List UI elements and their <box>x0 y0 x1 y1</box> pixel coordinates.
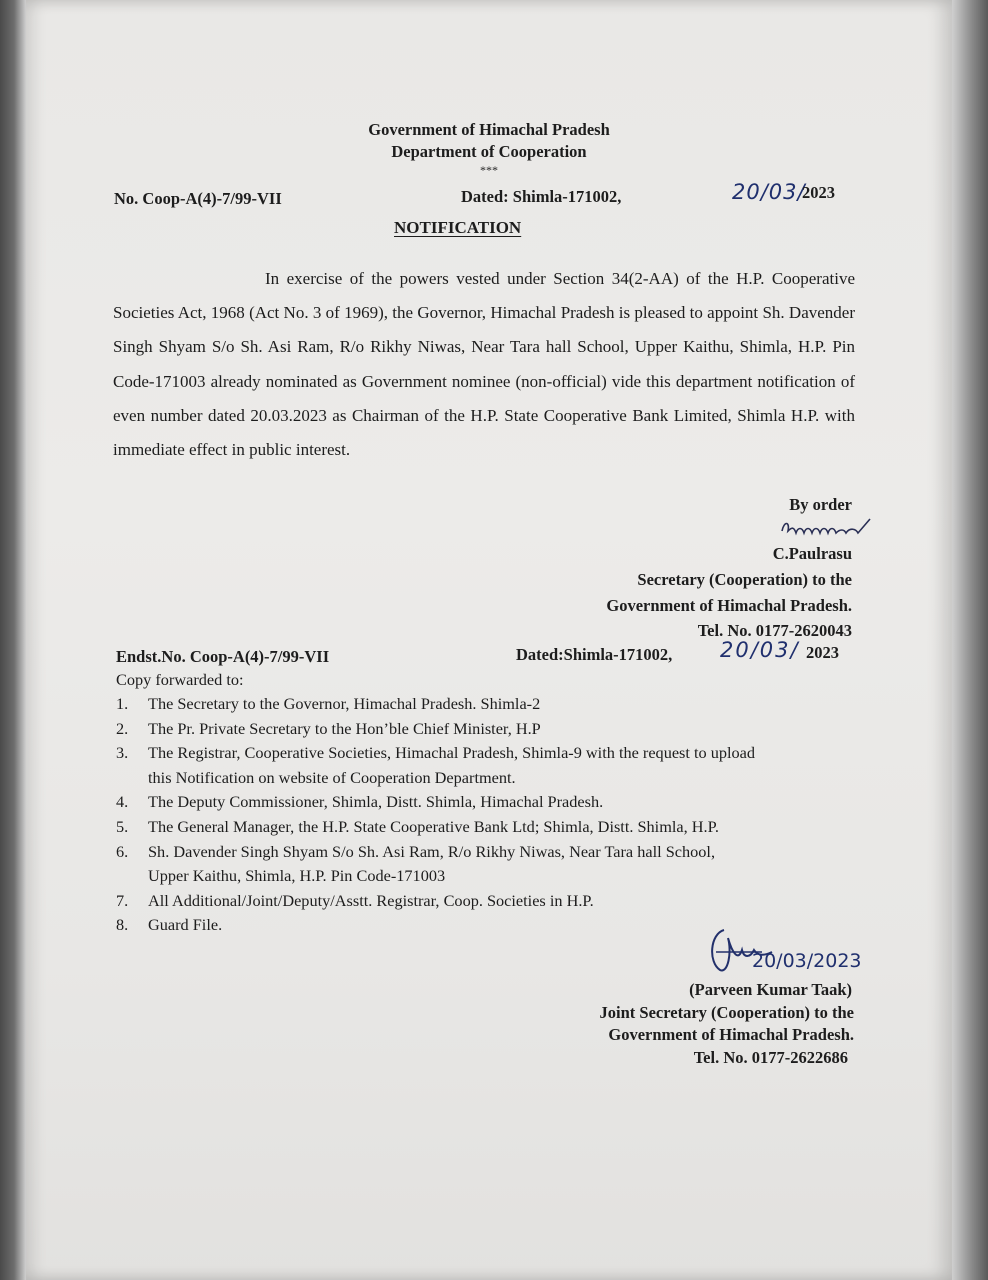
list-item: 4. The Deputy Commissioner, Shimla, Distt. Shimla, Himachal Pradesh. <box>116 792 604 812</box>
government-heading: Government of Himachal Pradesh <box>368 120 610 139</box>
joint-secretary-name: (Parveen Kumar Taak) <box>689 980 852 999</box>
document-page <box>26 0 952 1280</box>
reference-year: 2023 <box>802 183 835 202</box>
endorsement-handwritten-date: 20/03/ <box>720 638 800 662</box>
by-order: By order <box>789 495 852 514</box>
department-heading: Department of Cooperation <box>391 142 587 161</box>
signature-scribble <box>778 517 878 545</box>
notification-paragraph <box>113 262 855 467</box>
list-item: 5. The General Manager, the H.P. State Cooperative Bank Ltd; Shimla, Distt. Shimla, H.P. <box>116 816 719 836</box>
notification-title: NOTIFICATION <box>394 218 522 237</box>
list-item: 2. The Pr. Private Secretary to the Hon’ble Chief Minister, H.P <box>116 718 541 738</box>
list-item: 3. The Registrar, Cooperative Societies, Himachal Pradesh, Shimla-9 with the request to upload this Notification on website of Cooperation Department. <box>116 743 756 787</box>
endorsement-number: Endst.No. Coop-A(4)-7/99-VII <box>116 647 330 666</box>
paragraph-text: In exercise of the powers vested under Section 34(2-AA) of the H.P. Cooperative Societies Act, 1968 (Act No. 3 of 1969), the Governor, Himachal Pradesh is pleased to appoint Sh. Davender Singh Shyam S/o Sh. Asi Ram, R/o Rikhy Niwas, Near Tara hall School, Upper Kaithu, Shimla, H.P. Pin Code-171003 already nominated as Government nominee (non-official) vide this department notification of even number dated 20.03.2023 as Chairman of the H.P. State Cooperative Bank Limited, Shimla H.P. with immediate effect in public interest. <box>113 269 855 460</box>
signatory-designation-1: Secretary (Cooperation) to the <box>637 570 852 589</box>
list-item: 8. Guard File. <box>116 915 223 935</box>
list-item: 1. The Secretary to the Governor, Himachal Pradesh. Shimla-2 <box>116 694 541 713</box>
dated-label: Dated: Shimla-171002, <box>461 187 622 206</box>
second-handwritten-date: 20/03/2023 <box>752 950 862 972</box>
header-stars: *** <box>480 163 498 177</box>
signatory-designation-2: Government of Himachal Pradesh. <box>606 596 852 615</box>
joint-secretary-tel: Tel. No. 0177-2622686 <box>693 1048 848 1067</box>
signatory-tel: Tel. No. 0177-2620043 <box>697 621 852 640</box>
endorsement-dated-label: Dated:Shimla-171002, <box>516 645 673 664</box>
copy-forwarded-label: Copy forwarded to: <box>116 670 244 689</box>
joint-secretary-designation-2: Government of Himachal Pradesh. <box>608 1025 854 1044</box>
list-item: 7. All Additional/Joint/Deputy/Asstt. Registrar, Coop. Societies in H.P. <box>116 890 594 910</box>
joint-secretary-designation-1: Joint Secretary (Cooperation) to the <box>599 1003 854 1022</box>
list-item: 6. Sh. Davender Singh Shyam S/o Sh. Asi Ram, R/o Rikhy Niwas, Near Tara hall School, Upper Kaithu, Shimla, H.P. Pin Code-171003 <box>116 841 716 886</box>
distribution-list <box>116 692 861 938</box>
reference-number: No. Coop-A(4)-7/99-VII <box>114 189 282 208</box>
signatory-name: C.Paulrasu <box>772 544 852 563</box>
endorsement-year: 2023 <box>806 643 839 662</box>
handwritten-date: 20/03/ <box>732 180 806 204</box>
